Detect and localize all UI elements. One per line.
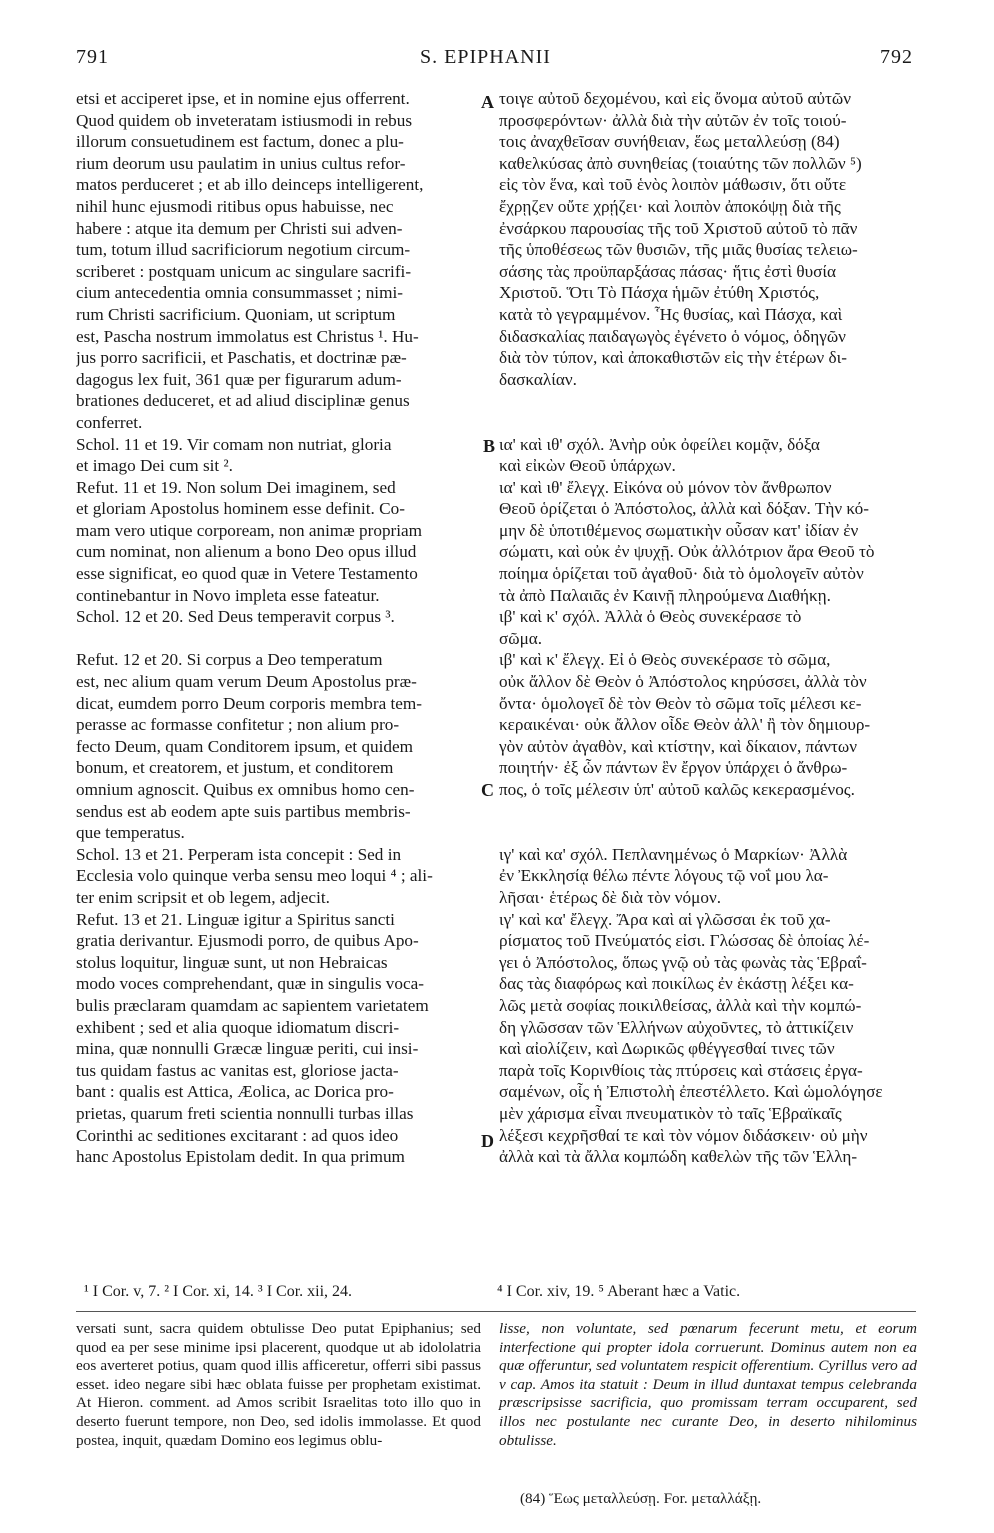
left-column-line: que temperatus. [76,823,185,843]
left-column-line: cum nominat, non alienum a bono Deo opus illud [76,542,417,562]
right-column-line: σώματι, καὶ οὐκ ἐν ψυχῇ. Οὐκ ἀλλότριον ἄρα Θεοῦ τὸ [499,542,875,562]
right-column-line: σῶμα. [499,628,543,648]
left-column-line: conferret. [76,412,143,432]
right-column-line: καὶ εἰκὼν Θεοῦ ὑπάρχων. [499,456,676,476]
right-column-line: ιγ' καὶ κα' ἔλεγχ. Ἄρα καὶ αἱ γλῶσσαι ἐκ τοῦ χα- [499,909,831,929]
right-column-line: ἀλλὰ καὶ τὰ ἄλλα κομπώδη καθελὼν τῆς τῶν Ἑλλη- [499,1147,858,1167]
right-column-line [499,801,917,823]
page-number-right: 792 [880,46,913,68]
margin-letter-d: D [481,1131,494,1151]
left-column-line: Schol. 12 et 20. Sed Deus temperavit corpus ³. [76,607,395,627]
right-column-line: κατὰ τὸ γεγραμμένον. Ἧς θυσίας, καὶ Πάσχα, καὶ [499,304,843,324]
right-column-line: ποίημα ὁρίζεται τοῦ ἀγαθοῦ· διὰ τὸ ὁμολογεῖν αὐτὸν [499,564,864,584]
left-column-line: Quod quidem ob inveteratam istiusmodi in rebus [76,110,413,130]
left-column-line: est, nec alium quam verum Deum Apostolus præ- [76,672,417,692]
right-column-line: λῶς μετὰ σοφίας ποικιλθείσας, ἀλλὰ καὶ τὴν κομπώ- [499,995,862,1015]
left-column-line: brationes deduceret, et ad aliud disciplinæ genus [76,391,410,411]
left-column-line: jus porro sacrificii, et Paschatis, et doctrinæ pæ- [76,348,407,368]
footnotes-right: ⁴ I Cor. xiv, 19. ⁵ Aberant hæc a Vatic. [497,1283,741,1300]
right-column-line: ια' καὶ ιθ' ἔλεγχ. Εἰκόνα οὐ μόνον τὸν ἄνθρωπον [499,477,832,497]
running-title: S. EPIPHANII [420,46,551,68]
left-column-line: rium deorum usu paulatim in unius cultus refor- [76,153,406,173]
right-column-line [499,822,917,844]
right-column-line: τὰ ἀπὸ Παλαιᾶς ἐν Καινῇ πληρούμενα Διαθήκῃ. [499,585,831,605]
left-column-line: est, Pascha nostrum immolatus est Christus ¹. Hu- [76,326,419,346]
left-column-line: tus quidam fastus ac vanitas est, gloriose jacta- [76,1060,399,1080]
right-column-line: παρὰ τοῖς Κορινθίοις τὰς πτύρσεις καὶ στάσεις ἐργα- [499,1060,863,1080]
right-column-line: ιβ' καὶ κ' σχόλ. Ἀλλὰ ὁ Θεὸς συνεκέρασε τὸ [499,607,802,627]
right-column-line: μὲν χάρισμα εἶναι πνευματικὸν τὸ ταῖς Ἑβραϊκαῖς [499,1103,842,1123]
right-column-line: γὸν αὐτὸν ἀγαθὸν, καὶ κτίστην, καὶ δίκαιον, πάντων [499,736,857,756]
right-column-line: ια' καὶ ιθ' σχόλ. Ἀνὴρ οὐκ ὀφείλει κομᾷν, δόξα [499,434,820,454]
left-column-line: gratia derivantur. Ejusmodi porro, de quibus Apo- [76,931,419,951]
left-column-line: esse significat, eo quod quæ in Vetere Testamento [76,564,418,584]
notes-left: versati sunt, sacra quidem obtulisse Deo putat Epiphanius; sed quod ea per sese minime ipsi placerent, quodque ut ab idololatria eos averteret potius, quam quod illis afficeretur, offerri sibi passus esset. ideo negare sibi hæc oblata fuisse per prophetam existimat. At Hieron. comment. ad Amos scribit Israelitas toto illo quo in deserto fuerunt tempore, non Deo, sed idolis immolasse. Et quod postea, inquit, quædam Domino eos legimus oblu- [76,1320,481,1449]
margin-letter-a: A [481,92,494,112]
left-column-line: nihil hunc ejusmodi ritibus opus habuisse, nec [76,196,394,216]
right-column-line: δη γλῶσσαν τῶν Ἑλλήνων αὐχοῦντες, τὸ ἀττικίζειν [499,1017,854,1037]
right-column-line: σάσης τὰς προϋπαρξάσας πάσας· ἥτις ἐστὶ θυσία [499,261,837,281]
right-column-text [499,88,917,1168]
left-column-line: exhibent ; sed et alia quoque idiomatum discri- [76,1017,400,1037]
left-column-line: bant : qualis est Attica, Æolica, ac Dorica pro- [76,1082,394,1102]
right-column-line: μην δὲ ὑποτιθέμενος σωματικὴν οὖσαν κατ' ἰδίαν ἐν [499,520,859,540]
left-column-line: continebantur in Novo impleta esse fateatur. [76,585,380,605]
margin-letter-b: B [483,436,496,456]
right-column-line: ἔχρῃζεν οὔτε χρῄζει· καὶ λοιπὸν ἀποκόψῃ διὰ τῆς [499,196,841,216]
right-column-line: ιβ' καὶ κ' ἔλεγχ. Εἰ ὁ Θεὸς συνεκέρασε τὸ σῶμα, [499,650,831,670]
right-column-line: προσφερόντων· ἀλλὰ διὰ τὴν αὐτῶν ἐν τοῖς τοιού- [499,110,847,130]
left-column-line: stolus loquitur, linguæ sunt, ut non Hebraicas [76,952,388,972]
right-column-line: τοιγε αὐτοῦ δεχομένου, καὶ εἰς ὄνομα αὐτοῦ αὐτῶν [499,89,852,108]
left-column-text [76,88,481,1168]
left-column-line: et imago Dei cum sit ². [76,456,233,476]
footnote-separator [76,1311,916,1312]
right-column-line: καθελκύσας ἀπὸ συνηθείας (τοιαύτης τῶν πολλῶν ⁵) [499,153,862,173]
left-column-line: prietas, quarum freti scientia nonnulli turbas illas [76,1103,414,1123]
right-column-line: εἰς τὸν ἕνα, καὶ τοῦ ἑνὸς λοιπὸν μάθωσιν, ὅτι οὔτε [499,175,847,195]
right-column-line: καὶ αἰολίζειν, καὶ Δωρικῶς φθέγγεσθαί τινες τῶν [499,1039,835,1059]
left-column-line: Schol. 11 et 19. Vir comam non nutriat, gloria [76,434,392,454]
left-column-line: Refut. 13 et 21. Linguæ igitur a Spiritus sancti [76,909,395,929]
right-column-line: λῆσαι· ἑτέρως δὲ διὰ τὸν νόμον. [499,887,722,907]
right-column-line [499,390,917,412]
left-column-line [76,628,481,650]
margin-letter-c: C [481,780,494,800]
right-column-line: κεραικέναι· οὐκ ἄλλον οἶδε Θεὸν ἀλλ' ἢ τὸν δημιουρ- [499,715,871,735]
right-column-line: δας τὰς διαφόρως καὶ ποικίλως ἐν ἑκάστῃ λέξει κα- [499,974,854,994]
right-column-line: οὐκ ἄλλον δὲ Θεὸν ὁ Ἀπόστολος κηρύσσει, ἀλλὰ τὸν [499,672,867,692]
left-column-line: Corinthi ac seditiones excitarant : ad quos ideo [76,1125,399,1145]
right-column-line: τῆς ὑποθέσεως τῶν θυσιῶν, τῆς μιᾶς θυσίας τελειω- [499,240,858,260]
left-column-line: rum Christi sacrificium. Quoniam, ut scriptum [76,304,396,324]
right-column-line: σαμένων, οἷς ἡ Ἐπιστολὴ ἐπεστέλλετο. Καὶ ὡμολόγησε [499,1082,883,1102]
left-column-line: perasse ac formasse confitetur ; non alium pro- [76,715,400,735]
left-column-line: mina, quæ nonnulli Græcæ linguæ periti, cui insi- [76,1039,419,1059]
left-column-line: hanc Apostolus Epistolam dedit. In qua primum [76,1147,405,1167]
left-column-line: illorum consuetudinem est factum, donec a plu- [76,132,404,152]
right-column-line [499,412,917,434]
right-column-line: τοις ἀναχθεῖσαν συνήθειαν, ἕως μεταλλεύσῃ (84) [499,132,840,152]
footnotes-left: ¹ I Cor. v, 7. ² I Cor. xi, 14. ³ I Cor. xii, 24. [84,1283,353,1300]
notes-right: lisse, non voluntate, sed pœnarum fecerunt metu, et eorum interfectione qui propter idola corruerunt. Dominus autem non ea quæ offeruntur, sed voluntatem respicit offerentium. Cyrillus vero ad v cap. Amos ita statuit : Deum in illud duntaxat tempus celebranda præscripsisse sacrificia, quo promissam terram occuparent, sed illos nec postulante nec curante Deo, in deserto nihilominus obtulisse. [499,1320,917,1449]
left-column-line: Ecclesia volo quinque verba sensu meo loqui ⁴ ; ali- [76,866,433,886]
left-column-line: etsi et acciperet ipse, et in nomine ejus offerrent. [76,89,410,108]
right-column-line: ιγ' καὶ κα' σχόλ. Πεπλανημένως ὁ Μαρκίων· Ἀλλὰ [499,844,848,864]
left-column-line: dicat, eumdem porro Deum corporis membra tem- [76,693,423,713]
left-column-line: Refut. 12 et 20. Si corpus a Deo temperatum [76,650,383,670]
left-column-line: habere : atque ita demum per Christi sui adven- [76,218,403,238]
page-number-left: 791 [76,46,109,68]
right-column-line: λέξεσι κεχρῆσθαί τε καὶ τὸν νόμον διδάσκειν· οὐ μὴν [499,1125,868,1145]
right-column-line: διὰ τὸν τύπον, καὶ ἀποκαθιστῶν εἰς τὴν ἑτέρων δι- [499,348,847,368]
right-column-line: γει ὁ Ἀπόστολος, ὅπως γνῷ οὐ τὰς φωνὰς τὰς Ἑβραΐ- [499,952,867,972]
left-column-line: mam vero utique corpoream, non animæ propriam [76,520,423,540]
left-column-line: Refut. 11 et 19. Non solum Dei imaginem, sed [76,477,396,497]
right-column-line: πος, ὁ τοῖς μέλεσιν ὑπ' αὐτοῦ καλῶς κεκερασμένος. [499,780,855,799]
right-column-line: ἐνσάρκου παρουσίας τῆς τοῦ Χριστοῦ αὐτοῦ τὸ πᾶν [499,218,858,238]
right-column-line: Θεοῦ ὁρίζεται ὁ Ἀπόστολος, ἀλλὰ καὶ δόξαν. Τὴν κό- [499,499,870,519]
right-column-line: ὄντα· ὁμολογεῖ δὲ τὸν Θεὸν τὸ σῶμα τοῖς μέλεσι κε- [499,693,862,713]
left-column-line: bulis præclaram quamdam ac sapientem varietatem [76,995,429,1015]
left-column-line: ter enim scripsit et ob legem, adjecit. [76,887,330,907]
left-column-line: sendus est ab eodem apte suis partibus membris- [76,801,411,821]
right-column-line: Χριστοῦ. Ὅτι Τὸ Πάσχα ἡμῶν ἐτύθη Χριστός, [499,283,820,303]
left-column-line: scriberet : postquam unicum ac singulare sacrifi- [76,261,412,281]
left-column-line: cium antecedentia omnia consummasset ; nimi- [76,283,403,303]
right-column-line: δασκαλίαν. [499,369,577,389]
left-column-line: Schol. 13 et 21. Perperam ista concepit : Sed in [76,844,402,864]
right-column-line: ποιητήν· ἐξ ὧν πάντων ἓν ἔργον ὑπάρχει ὁ ἄνθρω- [499,758,848,778]
left-column-line: omnium agnoscit. Quibus ex omnibus homo cen- [76,780,415,799]
left-column-line: dagogus lex fuit, 361 quæ per figurarum adum- [76,369,402,389]
left-column-line: bonum, et creatorem, et justum, et conditorem [76,758,394,778]
left-column-line: fecto Deum, quam Conditorem ipsum, et quidem [76,736,414,756]
left-column-line: tum, totum illud sacrificiorum negotium circum- [76,240,411,260]
left-column-line: matos perduceret ; et ab illo deinceps intelligerent, [76,175,424,195]
right-column-line: διδασκαλίας παιδαγωγὸς ἐγένετο ὁ νόμος, ὁδηγῶν [499,326,846,346]
left-column-line: modo voces comprehendant, quæ in singulis voca- [76,974,424,994]
right-column-line: ρίσματος τοῦ Πνεύματός εἰσι. Γλώσσας δὲ ὁποίας λέ- [499,931,870,951]
left-column-line: et gloriam Apostolus hominem esse definit. Co- [76,499,405,519]
right-column-line: ἐν Ἐκκλησίᾳ θέλω πέντε λόγους τῷ νοΐ μου λα- [499,866,829,886]
notes-right-last: (84) Ἕως μεταλλεύσῃ. For. μεταλλάξῃ. [520,1490,762,1507]
